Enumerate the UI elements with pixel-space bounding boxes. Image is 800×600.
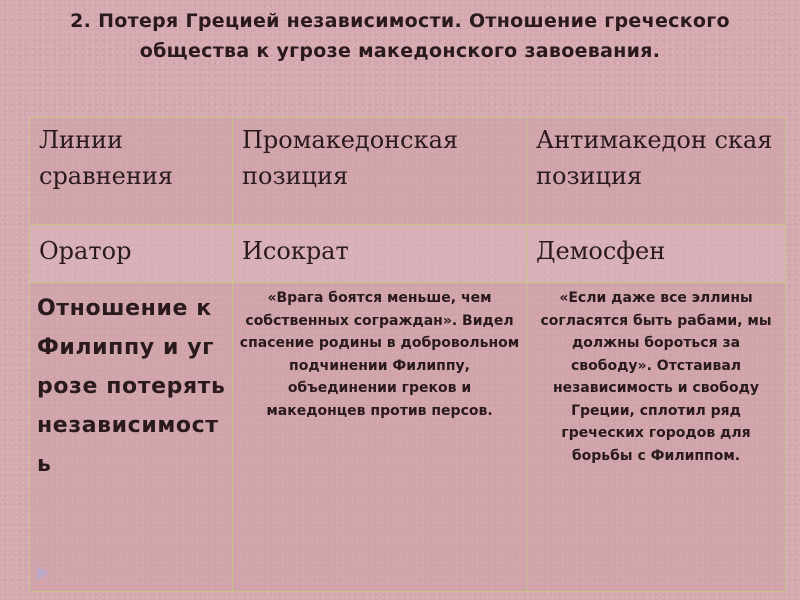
table-header-row <box>30 118 786 225</box>
table-cell <box>233 225 527 283</box>
header-anti-macedonian: Антимакедон ская позиция <box>536 126 773 190</box>
table-cell <box>527 283 786 592</box>
attitude-pro-text: «Врага боятся меньше, чем собственных сограждан». Видел спасение родины в добровольном подчинении Филиппу, объединении греков и македонцев против персов. <box>239 290 520 419</box>
header-cell <box>30 118 233 225</box>
header-pro-macedonian: Промакедонская позиция <box>242 126 459 190</box>
orator-label: Оратор <box>39 237 132 265</box>
attitude-label: Отношение к Филиппу и угрозе потерять независимость <box>37 296 226 477</box>
play-arrow-icon[interactable] <box>37 566 49 580</box>
table-cell <box>527 225 786 283</box>
header-cell <box>527 118 786 225</box>
attitude-anti-text: «Если даже все эллины согласятся быть рабами, мы должны бороться за свободу». Отстаивал независимость и свободу Греции, сплотил ряд греческих городов для борьбы с Филиппом. <box>540 290 772 464</box>
table-cell <box>30 225 233 283</box>
slide-title: 2. Потеря Грецией независимости. Отношение греческого общества к угрозе македонского завоевания. <box>70 10 730 62</box>
orator-pro: Исократ <box>242 237 349 265</box>
table-row <box>30 225 786 283</box>
table-cell <box>233 283 527 592</box>
table-cell <box>30 283 233 592</box>
header-comparison-lines: Линии сравнения <box>39 126 173 190</box>
header-cell <box>233 118 527 225</box>
orator-anti: Демосфен <box>536 237 666 265</box>
table-row <box>30 283 786 592</box>
comparison-table <box>29 117 786 592</box>
